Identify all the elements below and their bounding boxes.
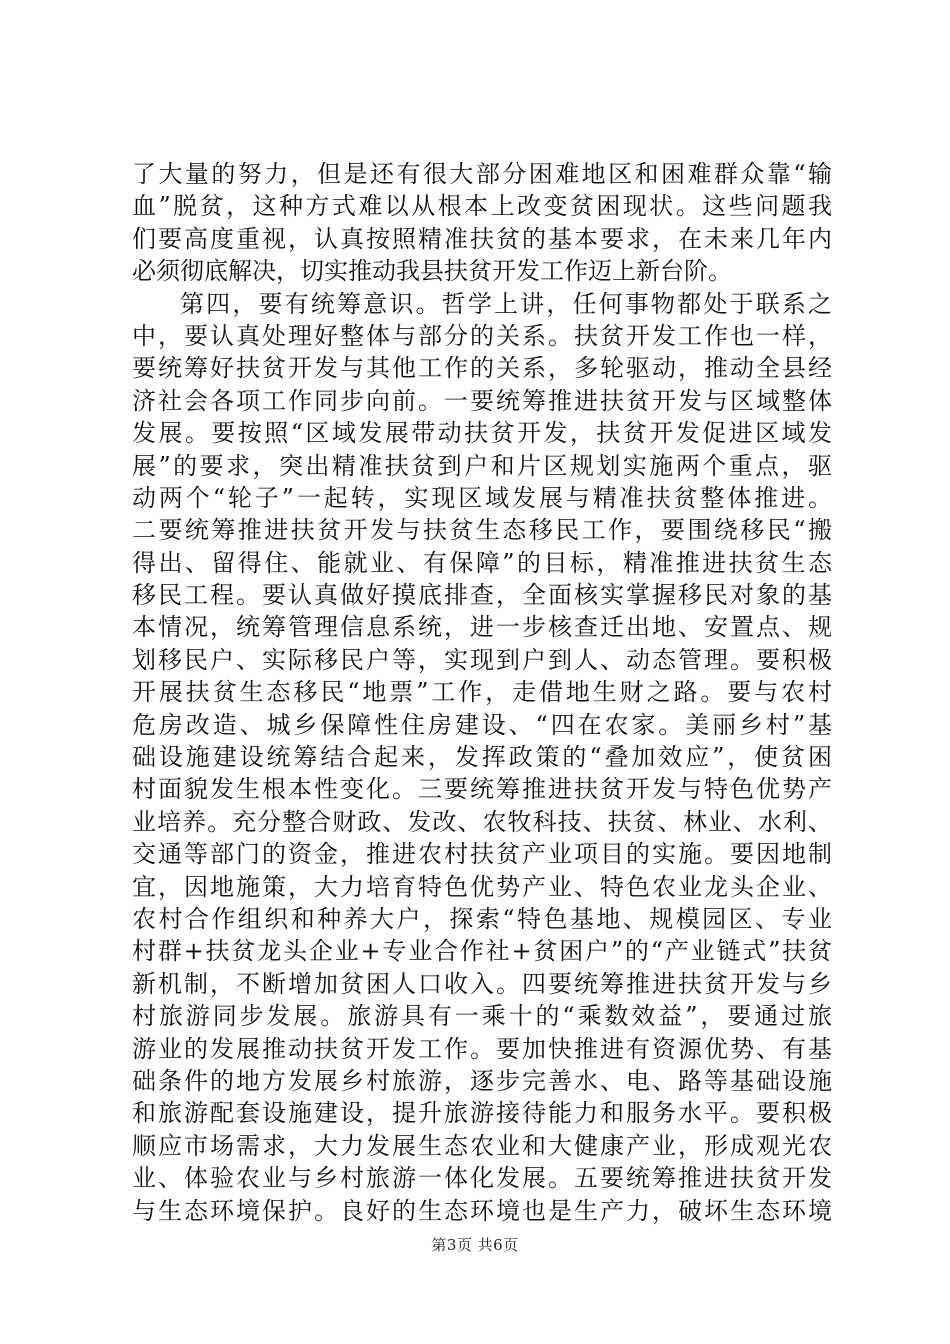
text-line: 中，要认真处理好整体与部分的关系。扶贫开发工作也一样， [132,321,832,350]
text-line: 村群+扶贫龙头企业+专业合作社+贫困户”的“产业链式”扶贫 [132,937,832,966]
paragraph-start-line: 第四，要有统筹意识。哲学上讲，任何事物都处于联系之 [180,289,832,318]
text-line: 动两个“轮子”一起转，实现区域发展与精准扶贫整体推进。 [132,483,832,512]
text-line: 危房改造、城乡保障性住房建设、“四在农家。美丽乡村”基 [132,710,832,739]
text-line: 新机制，不断增加贫困人口收入。四要统筹推进扶贫开发与乡 [132,969,832,998]
text-line: 要统筹好扶贫开发与其他工作的关系，多轮驱动，推动全县经 [132,354,832,383]
text-line: 交通等部门的资金，推进农村扶贫产业项目的实施。要因地制 [132,840,832,869]
text-line: 和旅游配套设施建设，提升旅游接待能力和服务水平。要积极 [132,1099,832,1128]
text-line: 发展。要按照“区域发展带动扶贫开发，扶贫开发促进区域发 [132,419,832,448]
text-line: 必须彻底解决，切实推动我县扶贫开发工作迈上新台阶。 [132,257,732,286]
text-line: 础设施建设统筹结合起来，发挥政策的“叠加效应”，使贫困 [132,743,832,772]
text-line: 济社会各项工作同步向前。一要统筹推进扶贫开发与区域整体 [132,386,832,415]
text-line: 础条件的地方发展乡村旅游，逐步完善水、电、路等基础设施 [132,1066,832,1095]
text-line: 移民工程。要认真做好摸底排查，全面核实掌握移民对象的基 [132,581,832,610]
text-line: 宜，因地施策，大力培育特色优势产业、特色农业龙头企业、 [132,872,832,901]
body-text [132,158,832,1227]
text-line: 农村合作组织和种养大户，探索“特色基地、规模园区、专业 [132,904,832,933]
text-line: 展”的要求，突出精准扶贫到户和片区规划实施两个重点，驱 [132,451,832,480]
text-line: 业培养。充分整合财政、发改、农牧科技、扶贫、林业、水利、 [132,807,832,836]
text-line: 本情况，统筹管理信息系统，进一步核查迁出地、安置点、规 [132,613,832,642]
text-line: 了大量的努力，但是还有很大部分困难地区和困难群众靠“输 [132,160,832,188]
text-line: 血”脱贫，这种方式难以从根本上改变贫困现状。这些问题我 [132,192,832,221]
text-line: 与生态环境保护。良好的生态环境也是生产力，破坏生态环境 [132,1196,832,1225]
text-line: 村面貌发生根本性变化。三要统筹推进扶贫开发与特色优势产 [132,775,832,804]
page-number-footer: 第3页 共6页 [431,1236,519,1254]
text-line: 游业的发展推动扶贫开发工作。要加快推进有资源优势、有基 [132,1034,832,1063]
text-line: 划移民户、实际移民户等，实现到户到人、动态管理。要积极 [132,645,832,674]
text-line: 业、体验农业与乡村旅游一体化发展。五要统筹推进扶贫开发 [132,1164,832,1193]
text-line: 得出、留得住、能就业、有保障”的目标，精准推进扶贫生态 [132,548,832,577]
text-line: 们要高度重视，认真按照精准扶贫的基本要求，在未来几年内 [132,224,832,253]
text-line: 开展扶贫生态移民“地票”工作，走借地生财之路。要与农村 [132,678,832,707]
text-line: 二要统筹推进扶贫开发与扶贫生态移民工作，要围绕移民“搬 [132,516,832,545]
text-line: 村旅游同步发展。旅游具有一乘十的“乘数效益”，要通过旅 [132,1002,832,1031]
text-line: 顺应市场需求，大力发展生态农业和大健康产业，形成观光农 [132,1131,832,1160]
